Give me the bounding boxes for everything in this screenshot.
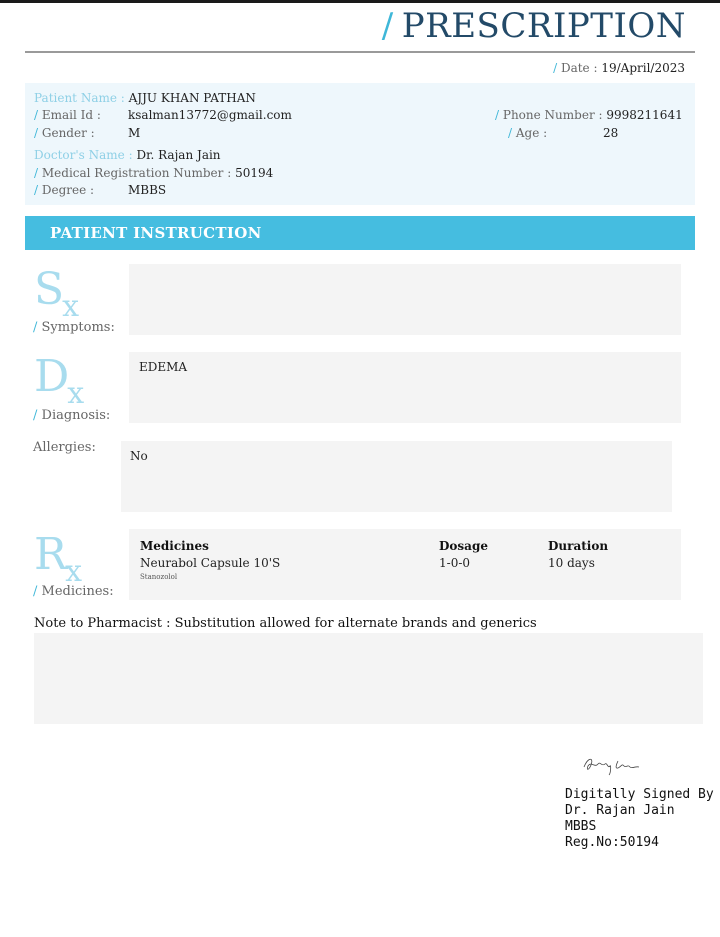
medicine-column-header: Medicines: [140, 539, 209, 553]
patient-name-label: Patient Name :: [34, 91, 125, 105]
patient-instruction-banner: [25, 216, 695, 250]
phone-value: 9998211641: [606, 108, 683, 122]
pharmacist-note-box: [34, 633, 703, 724]
duration-column-header: Duration: [548, 539, 609, 553]
diagnosis-value: EDEMA: [139, 360, 188, 374]
date-value: 19/April/2023: [601, 61, 685, 75]
slash-mark: /: [508, 126, 513, 140]
patient-info-panel: [25, 83, 695, 205]
symptoms-label: [33, 320, 115, 335]
age-row: [508, 126, 547, 140]
glyph-letter: S: [34, 264, 65, 315]
doctor-name-value: Dr. Rajan Jain: [136, 148, 221, 162]
signature-line-4: Reg.No:50194: [565, 835, 659, 850]
degree-label: Degree :: [41, 183, 95, 197]
patient-name-row: [34, 91, 256, 105]
allergies-box: [121, 441, 672, 512]
slash-mark: /: [34, 108, 39, 122]
slash-mark: /: [34, 166, 39, 180]
phone-row: [495, 108, 683, 122]
slash-mark: /: [33, 320, 38, 335]
glyph-letter: R: [34, 529, 68, 580]
title-slash: /: [381, 6, 394, 46]
medicine-duration: 10 days: [548, 556, 595, 570]
phone-label: Phone Number :: [502, 108, 603, 122]
medicines-glyph-icon: [34, 529, 83, 589]
medicine-name: Neurabol Capsule 10'S: [140, 556, 281, 570]
allergies-value: No: [130, 449, 148, 463]
age-value: 28: [603, 126, 619, 140]
diagnosis-glyph-icon: [34, 351, 85, 411]
slash-mark: /: [34, 183, 39, 197]
diagnosis-box: [129, 352, 681, 423]
gender-row: [34, 126, 95, 140]
medicines-label: [33, 584, 114, 599]
glyph-letter: D: [34, 351, 70, 402]
email-value: ksalman13772@gmail.com: [128, 108, 292, 122]
date-slash: /: [553, 61, 558, 75]
diagnosis-label-text: Diagnosis:: [41, 408, 111, 423]
medicines-table: [129, 529, 681, 600]
registration-label: Medical Registration Number :: [41, 166, 232, 180]
signature-line-3: MBBS: [565, 819, 597, 834]
gender-value: M: [128, 126, 141, 140]
glyph-sub: x: [65, 554, 83, 589]
glyph-sub: x: [67, 376, 85, 411]
handwritten-signature-image: [582, 753, 642, 777]
symptoms-box: [129, 264, 681, 335]
medicine-generic: Stanozolol: [140, 573, 178, 581]
symptoms-label-text: Symptoms:: [41, 320, 115, 335]
degree-value: MBBS: [128, 183, 167, 197]
age-label: Age :: [515, 126, 548, 140]
banner-title: PATIENT INSTRUCTION: [50, 224, 262, 242]
registration-row: [34, 166, 273, 180]
date-label: Date :: [560, 61, 598, 75]
pharmacist-note: Note to Pharmacist : Substitution allowed for alternate brands and generics: [34, 616, 537, 631]
slash-mark: /: [33, 408, 38, 423]
email-label: Email Id :: [41, 108, 101, 122]
slash-mark: /: [495, 108, 500, 122]
email-row: [34, 108, 101, 122]
title-text: PRESCRIPTION: [401, 6, 686, 46]
symptoms-glyph-icon: [34, 264, 80, 324]
digital-signature-block: [565, 787, 714, 851]
allergies-label: Allergies:: [33, 440, 96, 455]
page-title: [382, 6, 686, 46]
registration-value: 50194: [235, 166, 274, 180]
patient-name-value: AJJU KHAN PATHAN: [128, 91, 256, 105]
gender-label: Gender :: [41, 126, 95, 140]
degree-row: [34, 183, 94, 197]
dosage-column-header: Dosage: [439, 539, 488, 553]
doctor-name-row: [34, 148, 221, 162]
medicines-label-text: Medicines:: [41, 584, 114, 599]
signature-line-2: Dr. Rajan Jain: [565, 803, 675, 818]
slash-mark: /: [34, 126, 39, 140]
signature-line-1: Digitally Signed By: [565, 787, 714, 802]
slash-mark: /: [33, 584, 38, 599]
diagnosis-label: [33, 408, 110, 423]
doctor-name-label: Doctor's Name :: [34, 148, 133, 162]
date-line: [553, 61, 685, 75]
medicine-dosage: 1-0-0: [439, 556, 471, 570]
glyph-sub: x: [62, 289, 80, 324]
title-divider: [25, 51, 695, 53]
top-border: [0, 0, 720, 3]
